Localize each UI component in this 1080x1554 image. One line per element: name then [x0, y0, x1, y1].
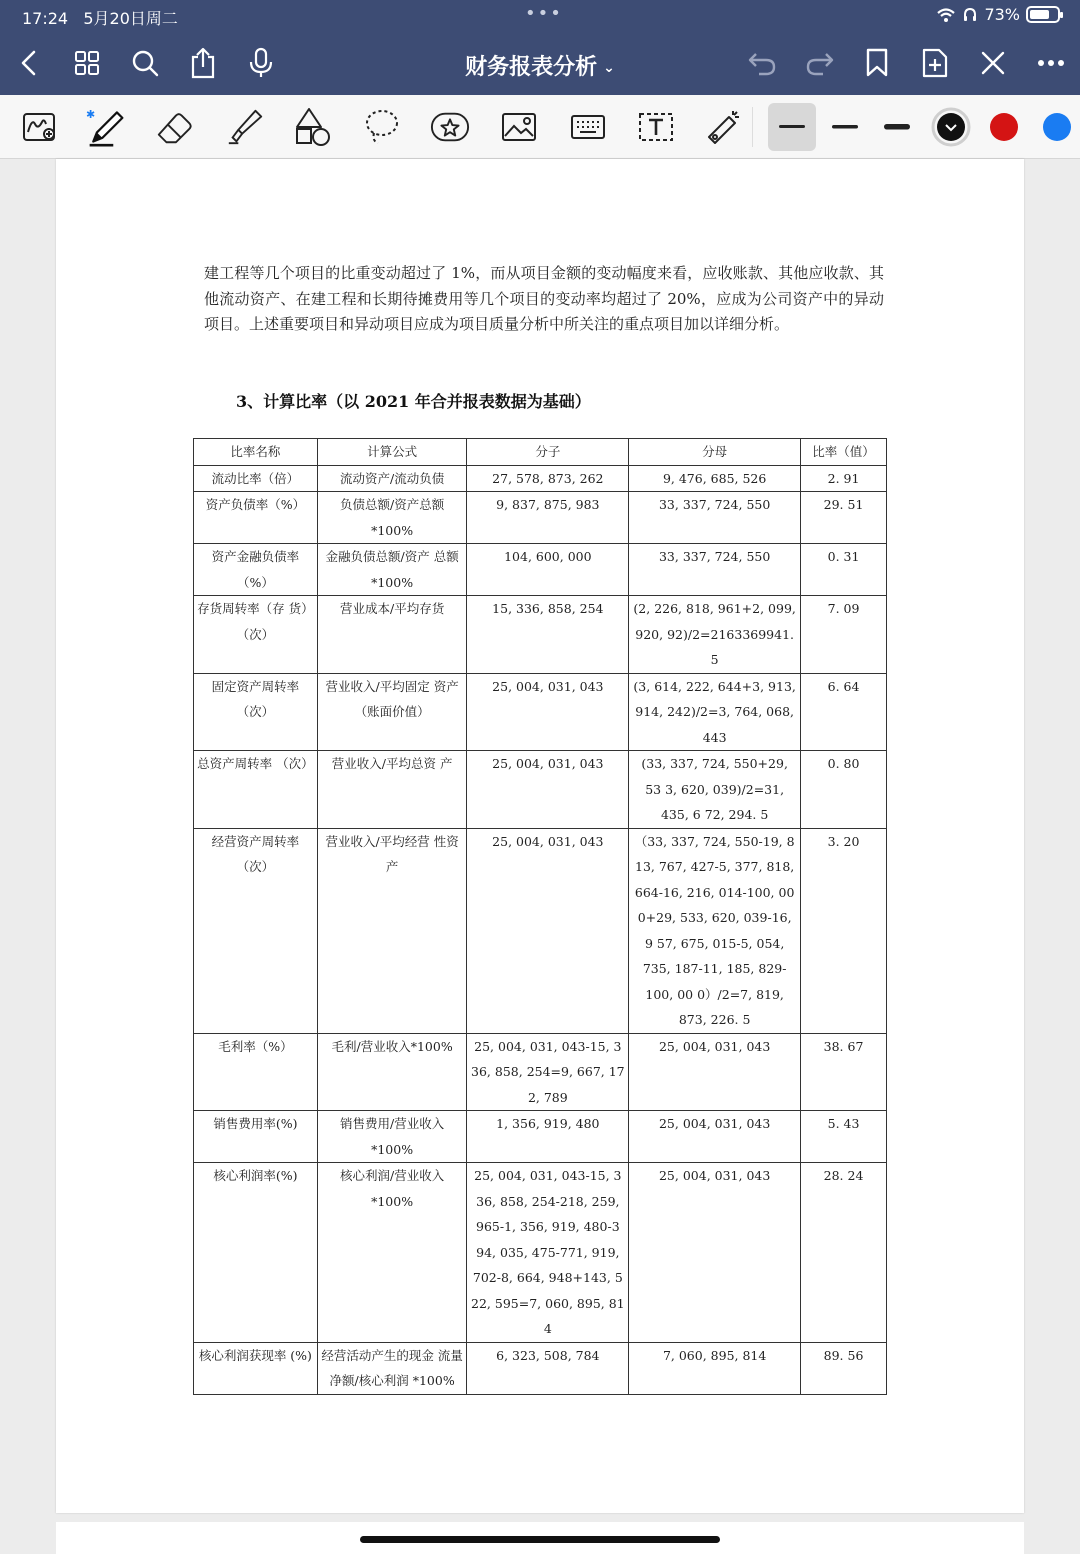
ratio-name-cell: 资产负债率（%）	[194, 492, 318, 544]
header-denominator: 分母	[629, 439, 801, 466]
ratio-value-cell: 29. 51	[801, 492, 887, 544]
shapes-icon[interactable]	[293, 107, 333, 147]
ratio-name-cell: 毛利率（%）	[194, 1033, 318, 1111]
formula-cell: 销售费用/营业收入 *100%	[317, 1111, 467, 1163]
ratio-name-cell: 销售费用率(%)	[194, 1111, 318, 1163]
denominator-cell: (3, 614, 222, 644+3, 913, 914, 242)/2=3, 764, 068, 443	[629, 673, 801, 751]
annotation-toolbar	[0, 95, 1080, 159]
ratio-value-cell: 7. 09	[801, 596, 887, 674]
ratio-name-cell: 核心利润获现率 (%)	[194, 1342, 318, 1394]
status-indicators	[936, 5, 1060, 24]
ratio-name-cell: 固定资产周转率 （次）	[194, 673, 318, 751]
denominator-cell: (33, 337, 724, 550+29, 53 3, 620, 039)/2=31, 435, 6 72, 294. 5	[629, 751, 801, 829]
line-width-medium-option[interactable]	[825, 107, 865, 147]
formula-cell: 负债总额/资产总额 *100%	[317, 492, 467, 544]
header-formula: 计算公式	[317, 439, 467, 466]
battery-percent: 73%	[984, 5, 1020, 24]
bookmark-icon[interactable]	[860, 46, 894, 80]
lasso-icon[interactable]	[362, 107, 402, 147]
table-row	[194, 1033, 887, 1111]
table-row	[194, 492, 887, 544]
line-width-thick-option[interactable]	[877, 107, 917, 147]
headphones-icon	[962, 7, 978, 23]
ratio-value-cell: 89. 56	[801, 1342, 887, 1394]
document-title-dropdown[interactable]: 财务报表分析 ⌄	[465, 55, 615, 80]
ratio-value-cell: 3. 20	[801, 828, 887, 1033]
undo-icon[interactable]	[745, 46, 779, 80]
eraser-icon[interactable]	[155, 107, 195, 147]
table-header-row	[194, 439, 887, 466]
formula-cell: 营业收入/平均总资 产	[317, 751, 467, 829]
ratio-name-cell: 核心利润率(%)	[194, 1163, 318, 1343]
numerator-cell: 25, 004, 031, 043	[467, 673, 629, 751]
status-time: 17:24 5月20日周二	[22, 9, 178, 28]
more-icon[interactable]	[1034, 46, 1068, 80]
top-navigation-bar	[0, 0, 1080, 95]
denominator-cell: 25, 004, 031, 043	[629, 1163, 801, 1343]
formula-cell: 经营活动产生的现金 流量净额/核心利润 *100%	[317, 1342, 467, 1394]
nav-row	[0, 38, 1080, 90]
formula-cell: 核心利润/营业收入 *100%	[317, 1163, 467, 1343]
formula-cell: 营业成本/平均存货	[317, 596, 467, 674]
color-blue-swatch[interactable]	[1037, 107, 1077, 147]
body-paragraph: 建工程等几个项目的比重变动超过了 1%，而从项目金额的变动幅度来看，应收账款、其他应收款、其他流动资产、在建工程和长期待摊费用等几个项目的变动率均超过了 20%，应成为公司资产中的异动项目。上述重要项目和异动项目应成为项目质量分析中所关注的重点项目加以详细分析。	[204, 264, 884, 333]
add-page-icon[interactable]	[918, 46, 952, 80]
ratio-value-cell: 6. 64	[801, 673, 887, 751]
image-icon[interactable]	[499, 107, 539, 147]
header-ratio-value: 比率（值）	[801, 439, 887, 466]
denominator-cell: （33, 337, 724, 550-19, 8 13, 767, 427-5, 377, 818, 664-16, 216, 014-100, 00 0+29, 533, 620, 039-16, 9 57, 675, 015-5, 054, 735, 187-11, 185, 829-100, 00 0）/2=7, 819, 873, 226. 5	[629, 828, 801, 1033]
laser-pointer-icon[interactable]	[703, 107, 743, 147]
numerator-cell: 1, 356, 919, 480	[467, 1111, 629, 1163]
denominator-cell: (2, 226, 818, 961+2, 099, 920, 92)/2=2163369941. 5	[629, 596, 801, 674]
toolbar-divider	[752, 107, 753, 147]
ratio-value-cell: 0. 80	[801, 751, 887, 829]
close-pen-icon[interactable]	[976, 46, 1010, 80]
handwriting-icon[interactable]	[20, 107, 60, 147]
ratio-value-cell: 28. 24	[801, 1163, 887, 1343]
table-row	[194, 596, 887, 674]
keyboard-icon[interactable]	[568, 107, 608, 147]
status-bar	[0, 0, 1080, 32]
document-page	[56, 159, 1024, 1513]
denominator-cell: 7, 060, 895, 814	[629, 1342, 801, 1394]
formula-cell: 毛利/营业收入*100%	[317, 1033, 467, 1111]
table-row	[194, 751, 887, 829]
denominator-cell: 9, 476, 685, 526	[629, 465, 801, 492]
wifi-icon	[936, 7, 956, 23]
formula-cell: 流动资产/流动负债	[317, 465, 467, 492]
line-width-thin-option[interactable]	[768, 103, 816, 151]
textbox-icon[interactable]	[636, 107, 676, 147]
svg-text:✱: ✱	[86, 107, 96, 121]
numerator-cell: 6, 323, 508, 784	[467, 1342, 629, 1394]
numerator-cell: 25, 004, 031, 043	[467, 828, 629, 1033]
ratio-value-cell: 0. 31	[801, 544, 887, 596]
ratio-name-cell: 流动比率（倍）	[194, 465, 318, 492]
formula-cell: 金融负债总额/资产 总额*100%	[317, 544, 467, 596]
highlighter-icon[interactable]	[225, 107, 265, 147]
table-row	[194, 1342, 887, 1394]
header-ratio-name: 比率名称	[194, 439, 318, 466]
redo-icon[interactable]	[803, 46, 837, 80]
ratio-name-cell: 资产金融负债率 （%）	[194, 544, 318, 596]
table-row	[194, 828, 887, 1033]
header-numerator: 分子	[467, 439, 629, 466]
ratio-value-cell: 38. 67	[801, 1033, 887, 1111]
numerator-cell: 25, 004, 031, 043	[467, 751, 629, 829]
battery-icon	[1026, 6, 1060, 23]
ratio-name-cell: 存货周转率（存 货）（次）	[194, 596, 318, 674]
table-row	[194, 673, 887, 751]
ratio-name-cell: 总资产周转率 （次）	[194, 751, 318, 829]
section-heading: 3、计算比率（以 2021 年合并报表数据为基础）	[236, 392, 591, 411]
denominator-cell: 33, 337, 724, 550	[629, 492, 801, 544]
numerator-cell: 25, 004, 031, 043-15, 3 36, 858, 254-218, 259, 965-1, 356, 919, 480-3 94, 035, 475-771, 919, 702-8, 664, 948+143, 5 22, 595=7, 060, 895, 81 4	[467, 1163, 629, 1343]
color-black-swatch[interactable]	[931, 107, 971, 147]
table-row	[194, 544, 887, 596]
table-row	[194, 465, 887, 492]
table-row	[194, 1163, 887, 1343]
multitask-dots[interactable]: •••	[525, 3, 563, 24]
sticker-icon[interactable]	[430, 107, 470, 147]
denominator-cell: 33, 337, 724, 550	[629, 544, 801, 596]
home-indicator[interactable]	[360, 1536, 720, 1543]
ratio-name-cell: 经营资产周转率 （次）	[194, 828, 318, 1033]
numerator-cell: 9, 837, 875, 983	[467, 492, 629, 544]
table-row	[194, 1111, 887, 1163]
ratio-value-cell: 2. 91	[801, 465, 887, 492]
numerator-cell: 25, 004, 031, 043-15, 3 36, 858, 254=9, 667, 17 2, 789	[467, 1033, 629, 1111]
ratio-value-cell: 5. 43	[801, 1111, 887, 1163]
color-red-swatch[interactable]	[984, 107, 1024, 147]
denominator-cell: 25, 004, 031, 043	[629, 1033, 801, 1111]
numerator-cell: 104, 600, 000	[467, 544, 629, 596]
pen-icon[interactable]	[86, 107, 126, 147]
numerator-cell: 27, 578, 873, 262	[467, 465, 629, 492]
formula-cell: 营业收入/平均经营 性资产	[317, 828, 467, 1033]
numerator-cell: 15, 336, 858, 254	[467, 596, 629, 674]
ratio-table	[193, 438, 887, 1395]
formula-cell: 营业收入/平均固定 资产（账面价值）	[317, 673, 467, 751]
denominator-cell: 25, 004, 031, 043	[629, 1111, 801, 1163]
chevron-down-icon: ⌄	[603, 60, 615, 76]
